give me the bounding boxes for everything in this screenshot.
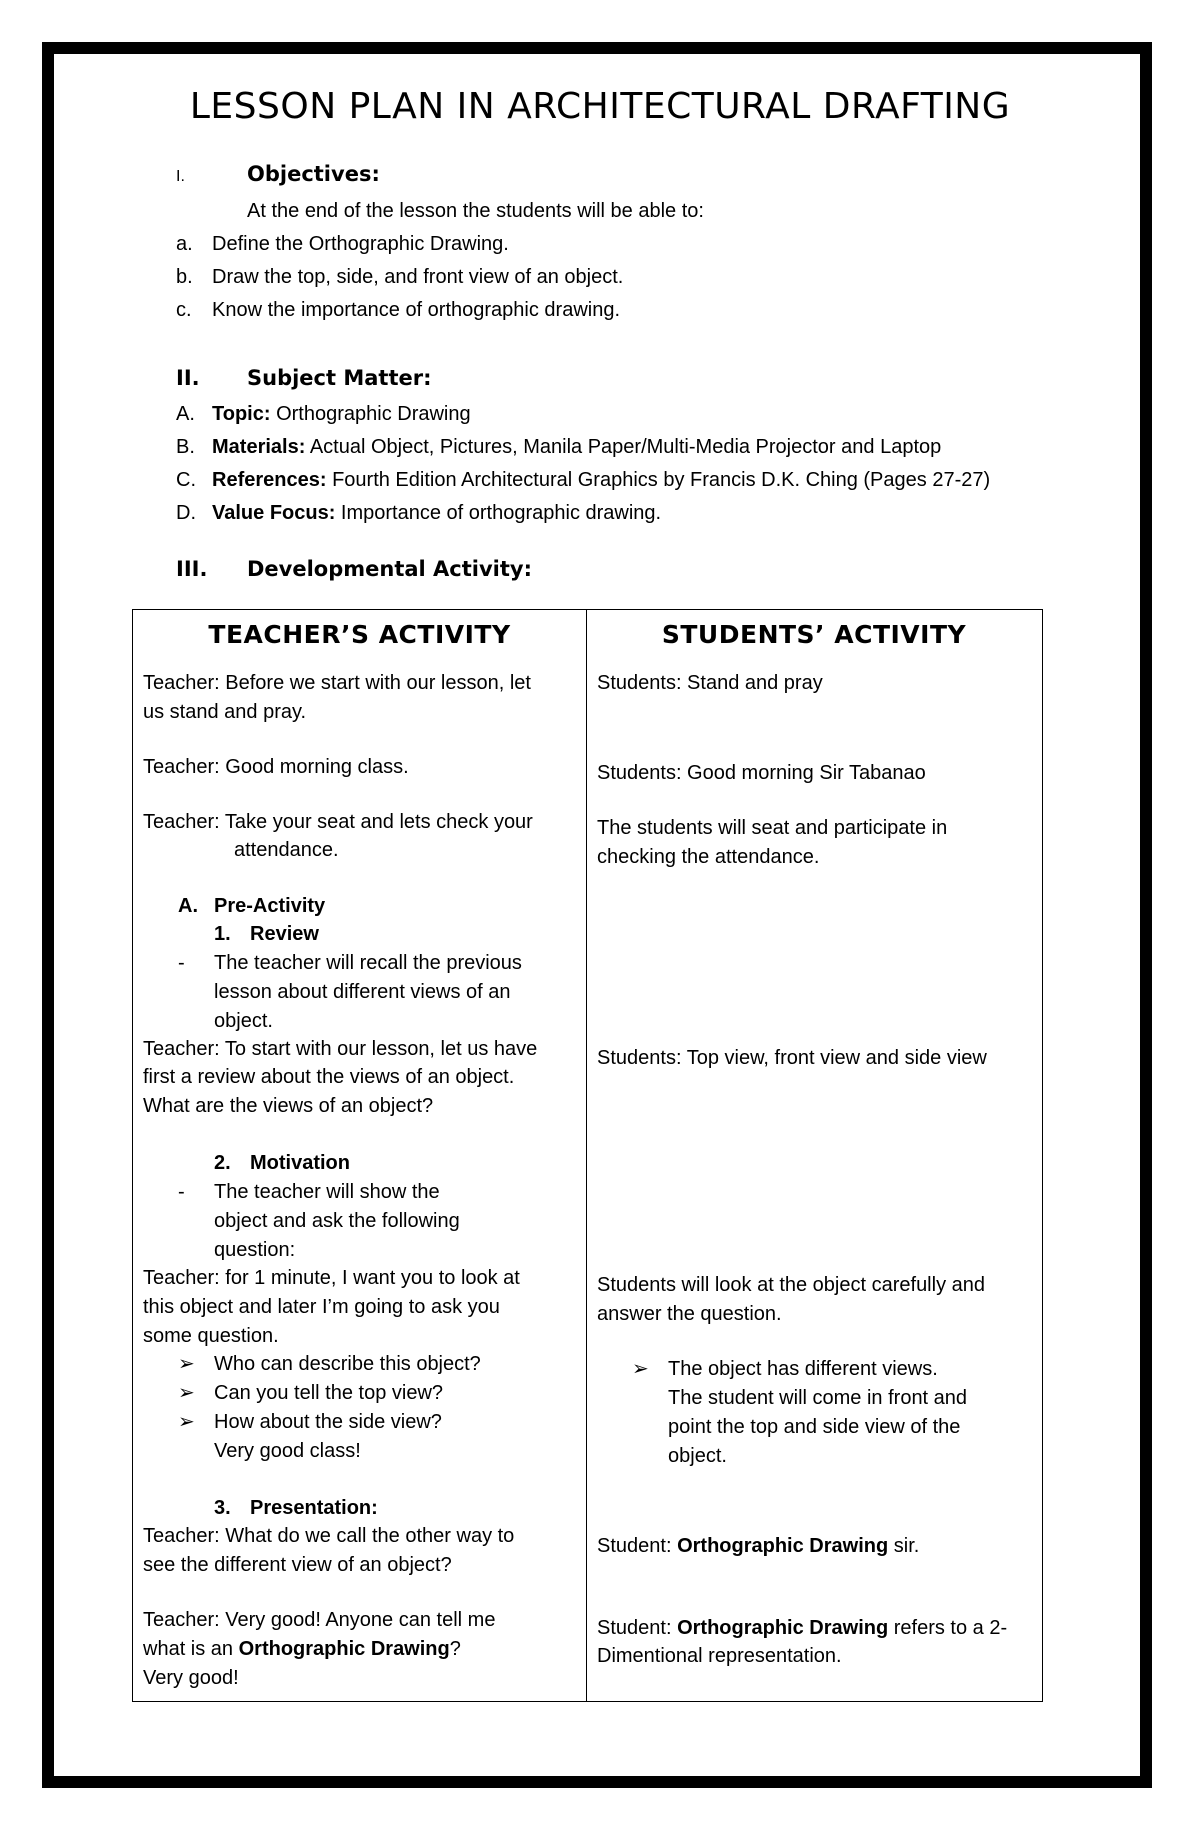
presentation-question-line-2: see the different view of an object?: [143, 1554, 452, 1576]
materials-label: Materials:: [212, 436, 306, 458]
anyone-line-1: Teacher: Very good! Anyone can tell me: [143, 1609, 496, 1631]
objective-item-a: Define the Orthographic Drawing.: [212, 233, 509, 255]
student-definition-line-1: [597, 1614, 1007, 1643]
student-answer-bullet: ➢: [632, 1358, 649, 1380]
value-focus-label: Value Focus:: [212, 502, 336, 524]
topic-label: Topic:: [212, 403, 271, 425]
motivation-text-line-3: question:: [214, 1239, 296, 1261]
minute-line-3: some question.: [143, 1325, 279, 1347]
student-look-line-1: Students will look at the object carefully and: [597, 1274, 985, 1296]
references-value: Fourth Edition Architectural Graphics by Francis D.K. Ching (Pages 27-27): [326, 469, 991, 491]
review-label: Review: [250, 923, 319, 945]
student-def-pre: Student:: [597, 1617, 678, 1639]
topic-value: Orthographic Drawing: [270, 403, 471, 425]
question-bullet-3: ➢: [178, 1411, 195, 1433]
student-views: Students: Top view, front view and side view: [597, 1047, 987, 1069]
motivation-text-line-1: The teacher will show the: [214, 1181, 440, 1203]
question-bullet-2: ➢: [178, 1382, 195, 1404]
presentation-question-line-1: Teacher: What do we call the other way to: [143, 1525, 515, 1547]
subject-marker-b: B.: [176, 436, 195, 458]
references-label: References:: [212, 469, 327, 491]
subject-marker-a: A.: [176, 403, 195, 425]
pre-activity-label: Pre-Activity: [214, 895, 326, 917]
student-definition-line-2: Dimentional representation.: [597, 1645, 842, 1667]
motivation-label: Motivation: [250, 1152, 350, 1174]
teacher-pray-line-2: us stand and pray.: [143, 701, 307, 723]
student-activity-header: STUDENTS’ ACTIVITY: [661, 620, 967, 649]
page-title: LESSON PLAN IN ARCHITECTURAL DRAFTING: [189, 86, 1011, 127]
motivation-marker: 2.: [214, 1152, 231, 1174]
review-question-line-2: first a review about the views of an object.: [143, 1066, 515, 1088]
column-divider: [586, 610, 587, 1701]
objective-item-c: Know the importance of orthographic drawing.: [212, 299, 621, 321]
student-pray: Students: Stand and pray: [597, 672, 823, 694]
teacher-morning: Teacher: Good morning class.: [143, 756, 409, 778]
student-ortho-post: sir.: [888, 1535, 920, 1557]
student-seat-line-2: checking the attendance.: [597, 846, 820, 868]
objective-marker-b: b.: [176, 266, 193, 288]
value-focus-value: Importance of orthographic drawing.: [335, 502, 662, 524]
teacher-activity-header: TEACHER’S ACTIVITY: [208, 620, 511, 649]
subject-item-value-focus: [212, 497, 661, 530]
student-ortho-answer: [597, 1532, 919, 1561]
minute-line-1: Teacher: for 1 minute, I want you to look at: [143, 1267, 520, 1289]
subject-marker-d: D.: [176, 502, 196, 524]
objectives-intro: At the end of the lesson the students will be able to:: [247, 200, 704, 222]
objective-marker-a: a.: [176, 233, 193, 255]
question-top-view: Can you tell the top view?: [214, 1382, 444, 1404]
anyone-line-2: [143, 1635, 461, 1664]
developmental-numeral: III.: [176, 557, 208, 581]
student-answer-line-1: The object has different views.: [668, 1358, 938, 1380]
question-describe: Who can describe this object?: [214, 1353, 481, 1375]
teacher-seat-line-2: attendance.: [234, 839, 339, 861]
student-answer-line-2: The student will come in front and: [668, 1387, 968, 1409]
motivation-text-line-2: object and ask the following: [214, 1210, 460, 1232]
student-ortho-term: Orthographic Drawing: [677, 1535, 889, 1557]
presentation-marker: 3.: [214, 1497, 231, 1519]
anyone-line-2-term: Orthographic Drawing: [238, 1638, 450, 1660]
subject-item-references: [212, 464, 990, 497]
anyone-line-2-pre: what is an: [143, 1638, 239, 1660]
subject-numeral: II.: [176, 366, 200, 390]
student-ortho-pre: Student:: [597, 1535, 678, 1557]
subject-item-materials: [212, 431, 941, 464]
subject-marker-c: C.: [176, 469, 196, 491]
subject-item-topic: [212, 398, 471, 431]
student-answer-line-3: point the top and side view of the: [668, 1416, 961, 1438]
question-side-view: How about the side view?: [214, 1411, 442, 1433]
activity-table: [132, 609, 1043, 1702]
presentation-label: Presentation:: [250, 1497, 378, 1519]
student-def-term: Orthographic Drawing: [677, 1617, 889, 1639]
developmental-heading: Developmental Activity:: [247, 557, 533, 581]
subject-heading: Subject Matter:: [247, 366, 432, 390]
student-answer-line-4: object.: [668, 1445, 727, 1467]
objectives-heading: Objectives:: [247, 162, 380, 186]
motivation-dash: -: [178, 1181, 185, 1203]
objective-item-b: Draw the top, side, and front view of an object.: [212, 266, 624, 288]
objective-marker-c: c.: [176, 299, 192, 321]
teacher-seat-line-1: Teacher: Take your seat and lets check your: [143, 811, 533, 833]
very-good-class: Very good class!: [214, 1440, 361, 1462]
student-def-post: refers to a 2-: [888, 1617, 1008, 1639]
pre-activity-marker: A.: [178, 895, 198, 917]
review-marker: 1.: [214, 923, 231, 945]
objectives-numeral: I.: [176, 168, 185, 185]
materials-value: Actual Object, Pictures, Manila Paper/Multi-Media Projector and Laptop: [305, 436, 942, 458]
student-look-line-2: answer the question.: [597, 1303, 782, 1325]
review-question-line-3: What are the views of an object?: [143, 1095, 434, 1117]
teacher-pray-line-1: Teacher: Before we start with our lesson, let: [143, 672, 531, 694]
review-text-line-2: lesson about different views of an: [214, 981, 511, 1003]
teacher-very-good: Very good!: [143, 1667, 239, 1689]
question-bullet-1: ➢: [178, 1353, 195, 1375]
review-text-line-3: object.: [214, 1010, 273, 1032]
review-question-line-1: Teacher: To start with our lesson, let us have: [143, 1038, 538, 1060]
student-morning: Students: Good morning Sir Tabanao: [597, 762, 926, 784]
minute-line-2: this object and later I’m going to ask you: [143, 1296, 500, 1318]
student-seat-line-1: The students will seat and participate in: [597, 817, 948, 839]
review-dash: -: [178, 952, 185, 974]
review-text-line-1: The teacher will recall the previous: [214, 952, 522, 974]
anyone-line-2-post: ?: [449, 1638, 461, 1660]
